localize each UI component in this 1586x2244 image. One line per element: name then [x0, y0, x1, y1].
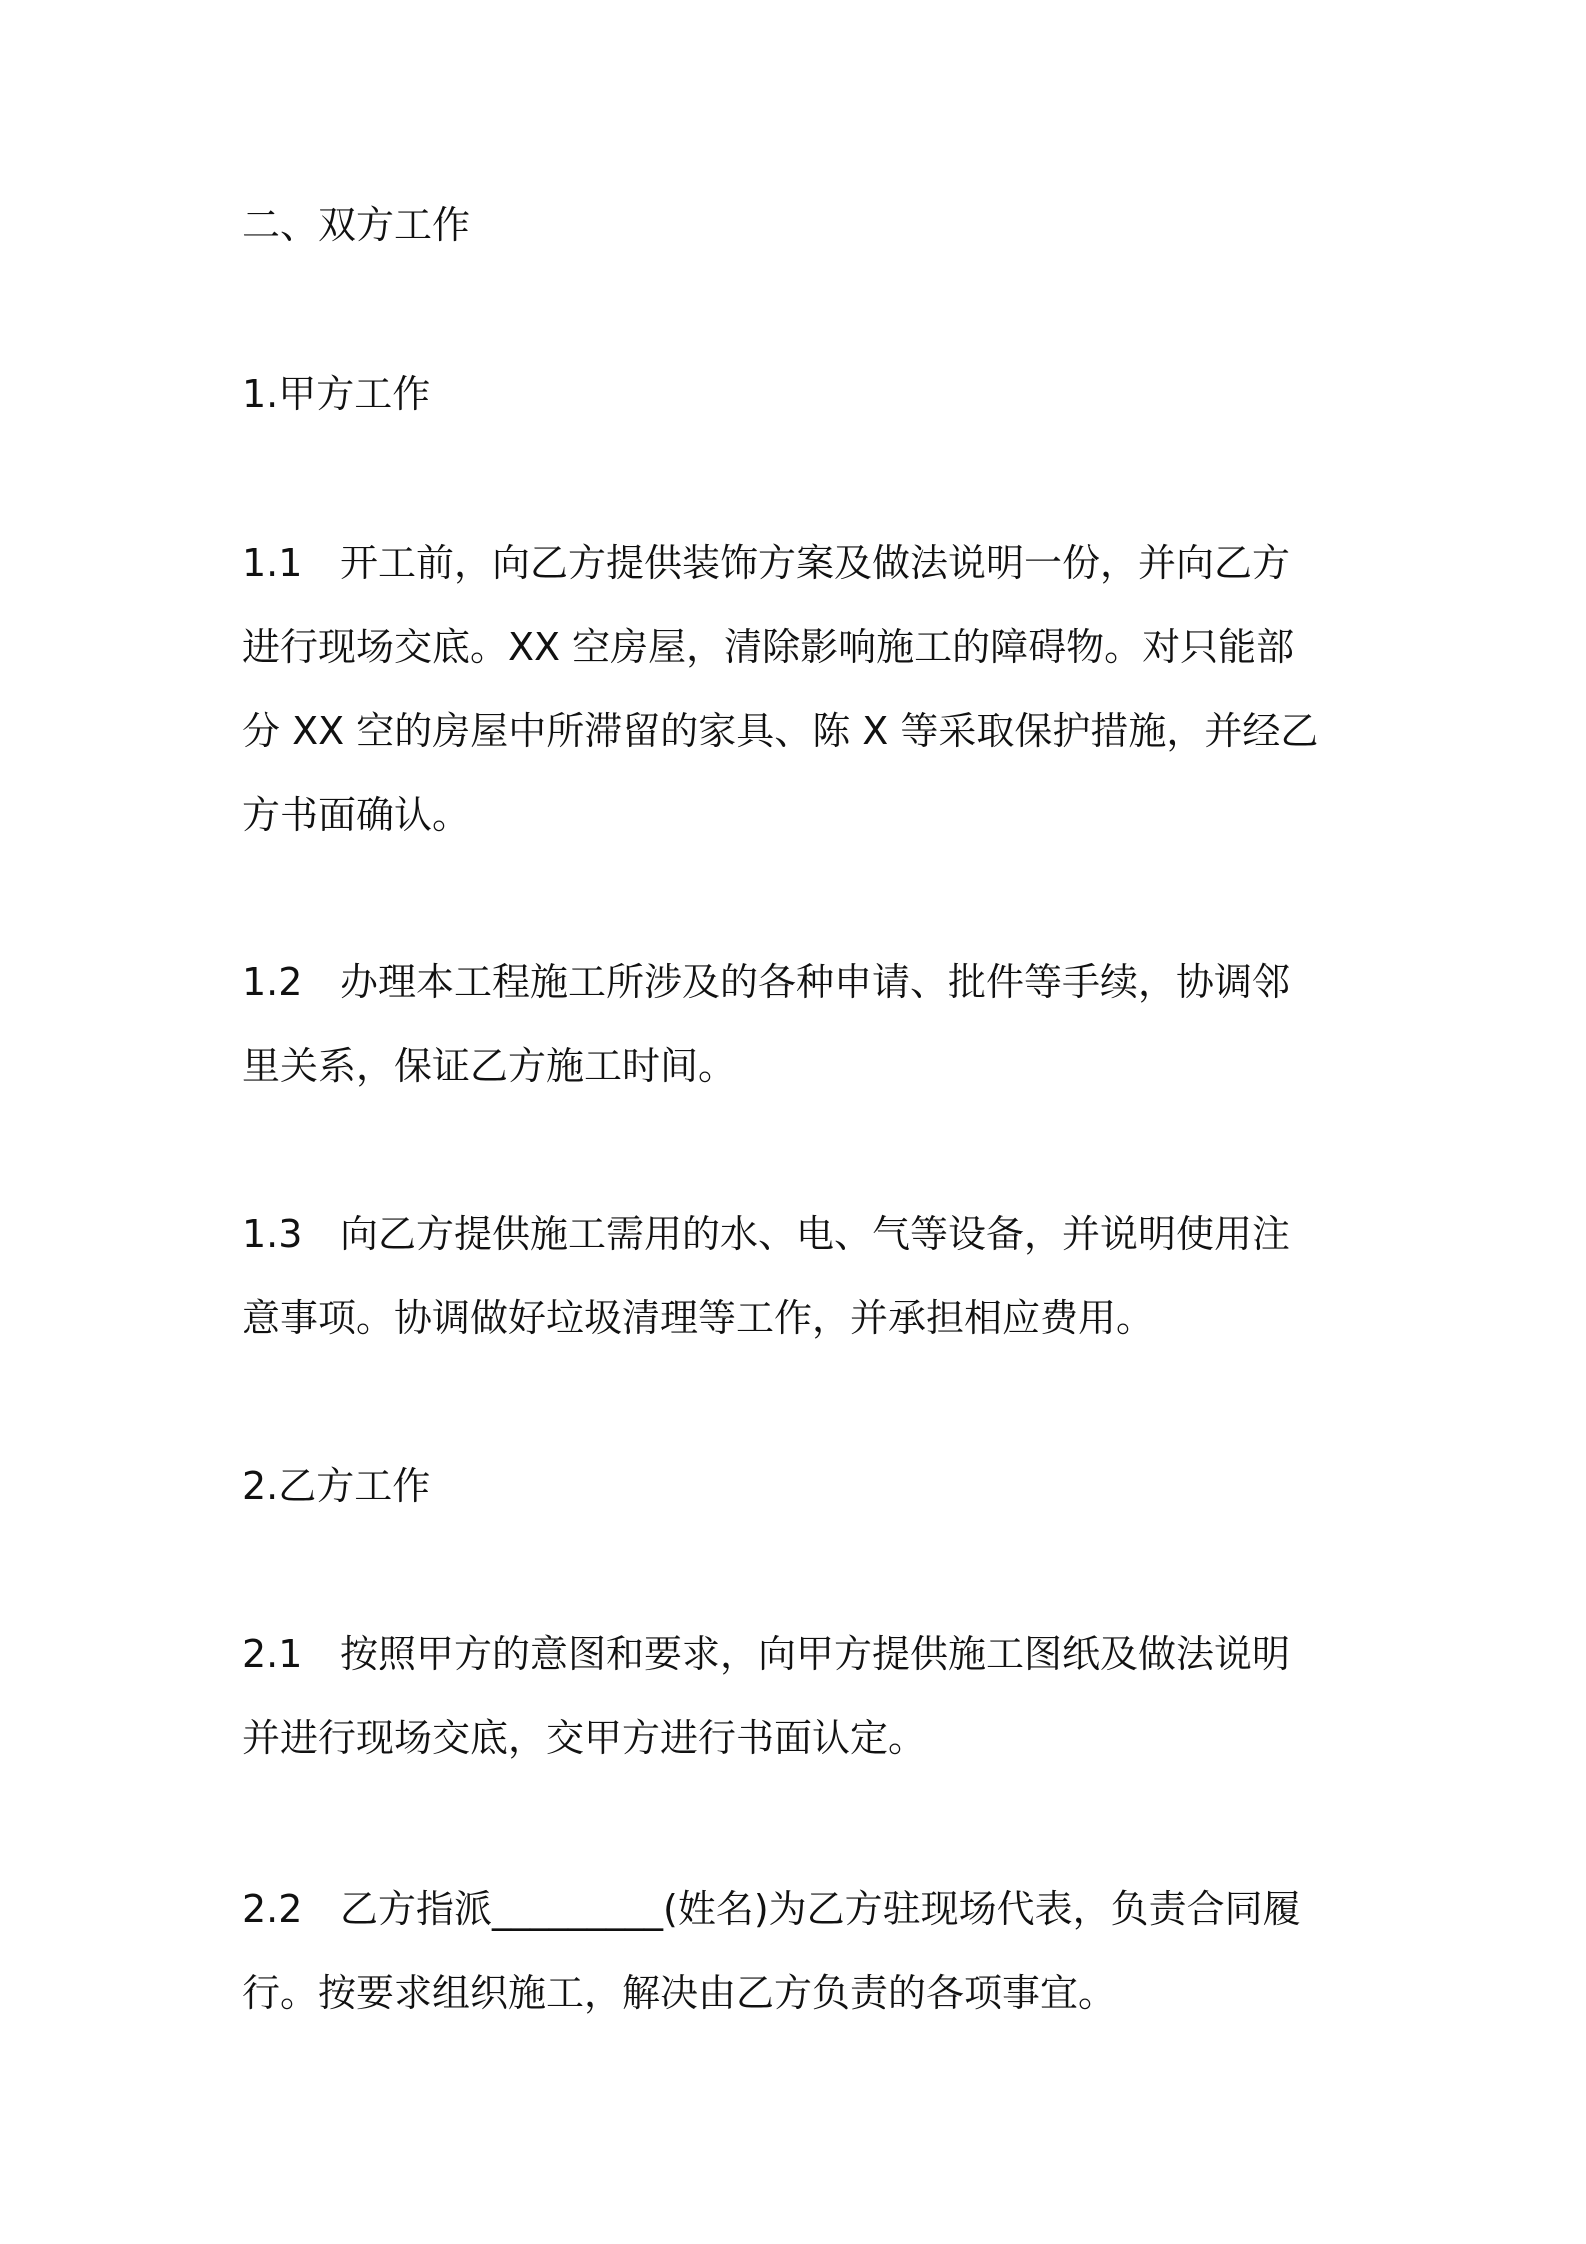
clause-text-line: 办理本工程施工所涉及的各种申请、批件等手续，协调邻 [340, 960, 1291, 1004]
party-a-heading: 1.甲方工作 [242, 372, 431, 416]
clause-2-2 [242, 1867, 1367, 2035]
clause-text-line: 进行现场交底。XX 空房屋，清除影响施工的障碍物。对只能部 [242, 625, 1295, 669]
clause-text-line: 乙方指派_________(姓名)为乙方驻现场代表，负责合同履 [340, 1887, 1301, 1931]
clause-number: 2.2 [242, 1887, 303, 1931]
clause-text-line: 开工前，向乙方提供装饰方案及做法说明一份，并向乙方 [340, 541, 1291, 585]
clause-number: 1.2 [242, 960, 303, 1004]
party-b-heading: 2.乙方工作 [242, 1464, 431, 1508]
section-title: 二、双方工作 [242, 203, 471, 247]
clause-text-line: 里关系，保证乙方施工时间。 [242, 1044, 737, 1088]
clause-number: 1.1 [242, 541, 303, 585]
clause-text-line: 按照甲方的意图和要求，向甲方提供施工图纸及做法说明 [340, 1632, 1291, 1676]
clause-1-1 [242, 521, 1367, 857]
clause-text-line: 方书面确认。 [242, 793, 471, 837]
clause-text-line: 意事项。协调做好垃圾清理等工作，并承担相应费用。 [242, 1296, 1155, 1340]
clause-text-line: 并进行现场交底，交甲方进行书面认定。 [242, 1716, 927, 1760]
clause-1-3 [242, 1192, 1367, 1360]
clause-number: 2.1 [242, 1632, 303, 1676]
clause-1-2 [242, 940, 1367, 1108]
clause-2-1 [242, 1612, 1367, 1780]
clause-text-line: 分 XX 空的房屋中所滞留的家具、陈 X 等采取保护措施，并经乙 [242, 709, 1319, 753]
clause-text-line: 行。按要求组织施工，解决由乙方负责的各项事宜。 [242, 1971, 1117, 2015]
clause-text-line: 向乙方提供施工需用的水、电、气等设备，并说明使用注 [340, 1212, 1291, 1256]
clause-number: 1.3 [242, 1212, 303, 1256]
